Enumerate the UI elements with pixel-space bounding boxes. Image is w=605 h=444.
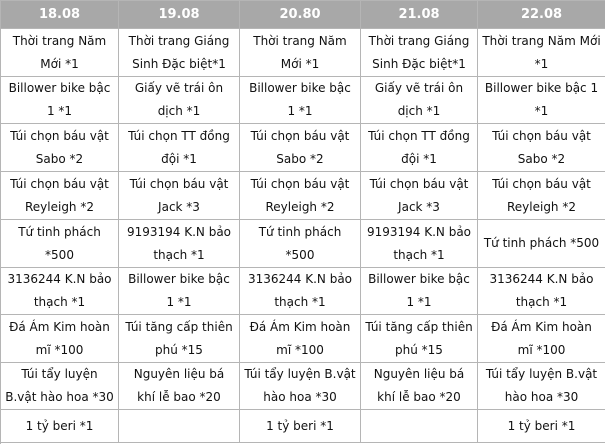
table-cell: 9193194 K.N bảo thạch *1 xyxy=(361,220,478,268)
table-cell: 3136244 K.N bảo thạch *1 xyxy=(1,268,119,315)
table-cell: Túi chọn báu vật Jack *3 xyxy=(361,172,478,220)
table-cell: Túi chọn báu vật Reyleigh *2 xyxy=(1,172,119,220)
table-cell: 1 tỷ beri *1 xyxy=(478,410,605,443)
table-cell: Đá Ám Kim hoàn mĩ *100 xyxy=(1,315,119,363)
column-header-date: 22.08 xyxy=(478,1,605,29)
table-cell: 9193194 K.N bảo thạch *1 xyxy=(119,220,240,268)
table-cell: Túi tẩy luyện B.vật hào hoa *30 xyxy=(1,363,119,410)
table-cell: Thời trang Giáng Sinh Đặc biệt*1 xyxy=(361,29,478,77)
table-cell: Thời trang Giáng Sinh Đặc biệt*1 xyxy=(119,29,240,77)
table-cell: Nguyên liệu bá khí lễ bao *20 xyxy=(361,363,478,410)
table-cell: Túi chọn TT đồng đội *1 xyxy=(119,124,240,172)
table-cell: Túi chọn báu vật Sabo *2 xyxy=(478,124,605,172)
table-cell: Tứ tinh phách *500 xyxy=(1,220,119,268)
table-cell: Túi chọn báu vật Reyleigh *2 xyxy=(478,172,605,220)
table-cell: Giấy vẽ trái ôn dịch *1 xyxy=(361,77,478,124)
table-cell xyxy=(361,410,478,443)
table-cell: Thời trang Năm Mới *1 xyxy=(1,29,119,77)
table-cell xyxy=(119,410,240,443)
table-cell: Túi tẩy luyện B.vật hào hoa *30 xyxy=(240,363,361,410)
column-header-date: 19.08 xyxy=(119,1,240,29)
table-cell: Túi chọn báu vật Sabo *2 xyxy=(1,124,119,172)
table-cell: Túi chọn báu vật Jack *3 xyxy=(119,172,240,220)
table-cell: Tứ tinh phách *500 xyxy=(478,220,605,268)
table-cell: Billower bike bậc 1 *1 xyxy=(240,77,361,124)
table-cell: Đá Ám Kim hoàn mĩ *100 xyxy=(240,315,361,363)
column-header-date: 18.08 xyxy=(1,1,119,29)
table-cell: Billower bike bậc 1 *1 xyxy=(119,268,240,315)
table-cell: 3136244 K.N bảo thạch *1 xyxy=(478,268,605,315)
table-cell: Billower bike bậc 1 *1 xyxy=(478,77,605,124)
table-cell: Túi tăng cấp thiên phú *15 xyxy=(119,315,240,363)
table-cell: Túi tẩy luyện B.vật hào hoa *30 xyxy=(478,363,605,410)
table-cell: 3136244 K.N bảo thạch *1 xyxy=(240,268,361,315)
table-cell: Túi chọn báu vật Sabo *2 xyxy=(240,124,361,172)
table-cell: Thời trang Năm Mới *1 xyxy=(240,29,361,77)
table-cell: Túi tăng cấp thiên phú *15 xyxy=(361,315,478,363)
table-cell: Đá Ám Kim hoàn mĩ *100 xyxy=(478,315,605,363)
table-cell: Túi chọn báu vật Reyleigh *2 xyxy=(240,172,361,220)
table-cell: 1 tỷ beri *1 xyxy=(1,410,119,443)
column-header-date: 20.80 xyxy=(240,1,361,29)
table-cell: Túi chọn TT đồng đội *1 xyxy=(361,124,478,172)
table-cell: Billower bike bậc 1 *1 xyxy=(1,77,119,124)
table-cell: Tứ tinh phách *500 xyxy=(240,220,361,268)
table-cell: Billower bike bậc 1 *1 xyxy=(361,268,478,315)
table-cell: Nguyên liệu bá khí lễ bao *20 xyxy=(119,363,240,410)
column-header-date: 21.08 xyxy=(361,1,478,29)
table-cell: Giấy vẽ trái ôn dịch *1 xyxy=(119,77,240,124)
table-cell: 1 tỷ beri *1 xyxy=(240,410,361,443)
table-cell: Thời trang Năm Mới *1 xyxy=(478,29,605,77)
